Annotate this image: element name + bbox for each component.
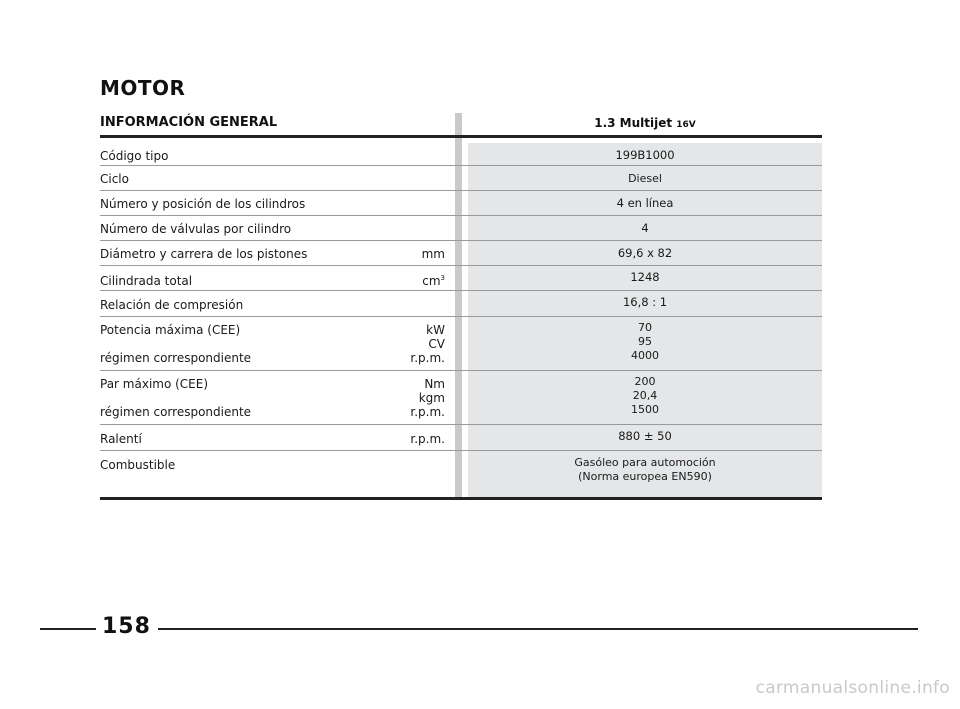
table-row — [100, 317, 822, 371]
engine-name: 1.3 Multijet — [594, 116, 673, 130]
table-top-rule — [100, 135, 822, 138]
engine-column-header — [468, 116, 822, 130]
row-label: Relación de compresión — [100, 298, 244, 312]
row-value: 199B1000 — [615, 148, 675, 162]
row-value: Diesel — [628, 172, 662, 185]
table-row — [100, 241, 822, 266]
row-label: Código tipo — [100, 149, 169, 163]
row-label: Número de válvulas por cilindro — [100, 222, 292, 236]
watermark: carmanualsonline.info — [755, 678, 950, 698]
row-value: 1248 — [630, 270, 660, 284]
row-label: Potencia máxima (CEE) — [100, 323, 241, 337]
row-unit: r.p.m. — [410, 432, 445, 446]
row-value: 70 95 4000 — [631, 321, 659, 362]
page-number: 158 — [102, 614, 151, 639]
row-unit: mm — [421, 247, 445, 261]
table-row — [100, 425, 822, 451]
section-title: INFORMACIÓN GENERAL — [100, 115, 278, 130]
table-row — [100, 291, 822, 317]
table-row — [100, 143, 822, 166]
row-label: Cilindrada total — [100, 274, 193, 288]
row-value: 200 20,4 1500 — [631, 375, 659, 416]
row-value: 880 ± 50 — [618, 429, 672, 443]
table-row — [100, 191, 822, 216]
row-value: 4 en línea — [616, 196, 674, 210]
row-unit: r.p.m. — [410, 351, 445, 365]
row-label: Ciclo — [100, 172, 129, 186]
table-row — [100, 166, 822, 191]
unit-superscript: 3 — [440, 274, 445, 282]
page-title: MOTOR — [100, 76, 186, 100]
row-label: Ralentí — [100, 432, 142, 446]
footer-rule-left — [40, 628, 96, 630]
row-value: 69,6 x 82 — [617, 246, 673, 260]
row-unit: CV — [428, 337, 445, 351]
row-label: Par máximo (CEE) — [100, 377, 209, 391]
row-unit: r.p.m. — [410, 405, 445, 419]
table-row — [100, 451, 822, 497]
row-value: 4 — [641, 221, 649, 235]
row-label: Número y posición de los cilindros — [100, 197, 306, 211]
row-label: Diámetro y carrera de los pistones — [100, 247, 308, 261]
footer-rule-right — [158, 628, 918, 630]
table-row — [100, 371, 822, 425]
engine-valve-suffix: 16V — [676, 120, 696, 130]
row-sublabel: régimen correspondiente — [100, 351, 252, 365]
row-sublabel: régimen correspondiente — [100, 405, 252, 419]
table-row — [100, 266, 822, 291]
table-bottom-rule — [100, 497, 822, 500]
table-row — [100, 216, 822, 241]
row-value: 16,8 : 1 — [622, 295, 668, 309]
row-unit: $cm^3$ — [422, 274, 445, 288]
row-label: Combustible — [100, 458, 176, 472]
row-unit: Nm — [424, 377, 445, 391]
row-unit: kW — [426, 323, 445, 337]
row-unit: kgm — [418, 391, 445, 405]
row-value: Gasóleo para automoción (Norma europea EN590) — [574, 456, 716, 483]
